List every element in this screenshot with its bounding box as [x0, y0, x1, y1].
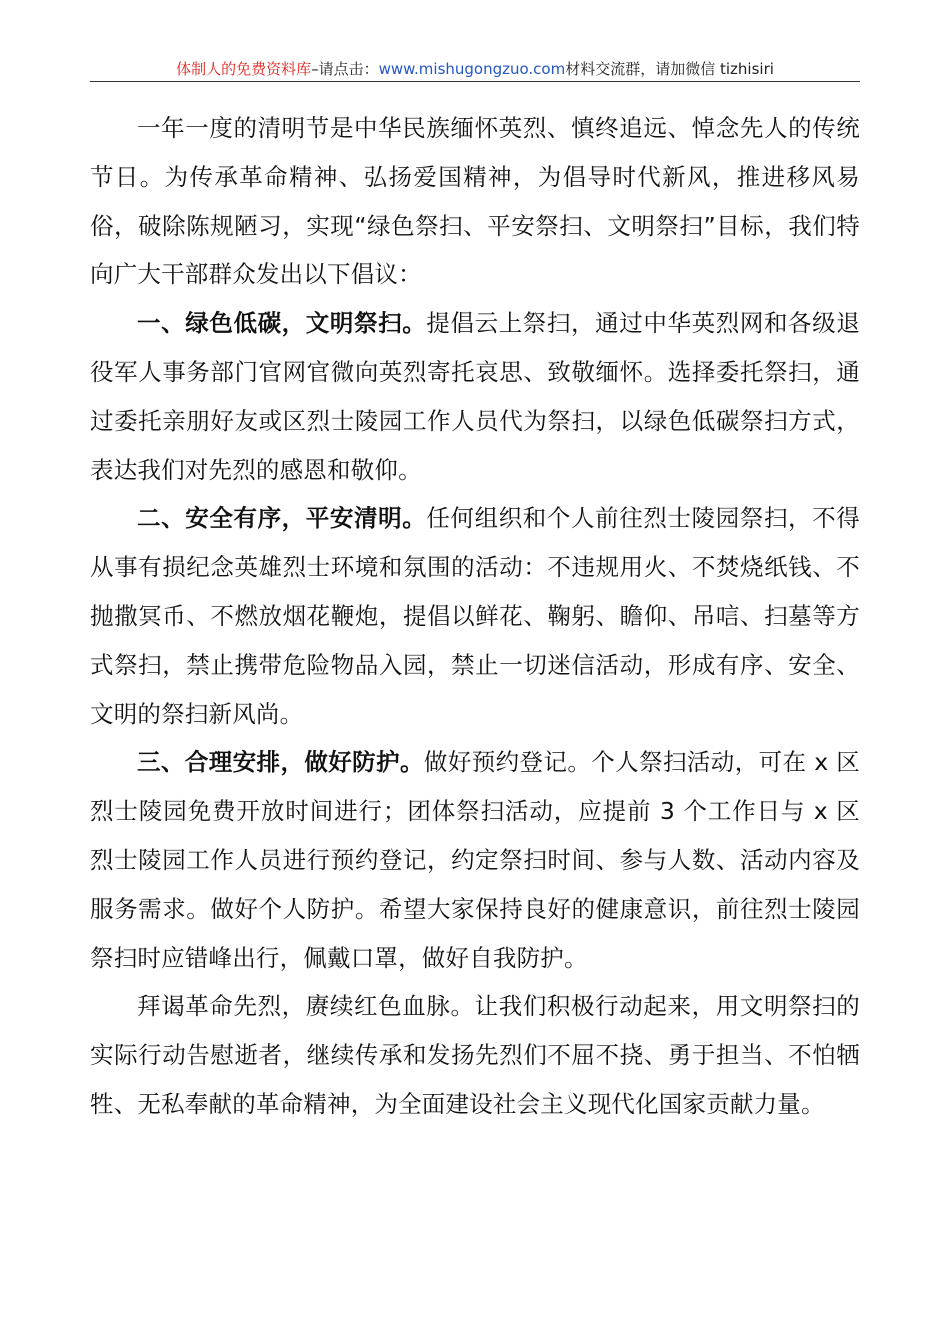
section-two-heading: 二、安全有序，平安清明。: [137, 504, 427, 533]
closing-body: 拜谒革命先烈，赓续红色血脉。让我们积极行动起来，用文明祭扫的实际行动告慰逝者，继续传承和发扬先烈们不屈不挠、勇于担当、不怕牺牲、无私奉献的革命精神，为全面建设社会主义现代化国家贡献力量。: [90, 992, 860, 1118]
section-three-heading: 三、合理安排，做好防护。: [137, 748, 424, 777]
section-two-body: 任何组织和个人前往烈士陵园祭扫，不得从事有损纪念英雄烈士环境和氛围的活动：不违规用火、不焚烧纸钱、不抛撒冥币、不燃放烟花鞭炮，提倡以鲜花、鞠躬、瞻仰、吊唁、扫墓等方式祭扫，禁止携带危险物品入园，禁止一切迷信活动，形成有序、安全、文明的祭扫新风尚。: [90, 504, 860, 728]
header-brand: 体制人的免费资料库: [176, 60, 312, 78]
section-one-paragraph: [90, 299, 860, 494]
closing-paragraph: [90, 982, 860, 1128]
header-link[interactable]: www.mishugongzuo.com: [378, 60, 566, 78]
header-contact: 材料交流群，请加微信 tizhisiri: [565, 60, 774, 78]
document-body: [90, 104, 860, 1129]
intro-body: 一年一度的清明节是中华民族缅怀英烈、慎终追远、悼念先人的传统节日。为传承革命精神、弘扬爱国精神，为倡导时代新风，推进移风易俗，破除陈规陋习，实现“绿色祭扫、平安祭扫、文明祭扫”目标，我们特向广大干部群众发出以下倡议：: [90, 114, 860, 289]
intro-paragraph: [90, 104, 860, 299]
section-three-paragraph: [90, 738, 860, 982]
section-two-paragraph: [90, 494, 860, 738]
section-one-heading: 一、绿色低碳，文明祭扫。: [137, 309, 427, 338]
section-three-body: 做好预约登记。个人祭扫活动，可在 x 区烈士陵园免费开放时间进行；团体祭扫活动，应提前 3 个工作日与 x 区烈士陵园工作人员进行预约登记，约定祭扫时间、参与人数、活动内容及服务需求。做好个人防护。希望大家保持良好的健康意识，前往烈士陵园祭扫时应错峰出行，佩戴口罩，做好自我防护。: [90, 748, 860, 972]
header-divider: [90, 81, 860, 82]
section-one-body: 提倡云上祭扫，通过中华英烈网和各级退役军人事务部门官网官微向英烈寄托哀思、致敬缅怀。选择委托祭扫，通过委托亲朋好友或区烈士陵园工作人员代为祭扫，以绿色低碳祭扫方式，表达我们对先烈的感恩和敬仰。: [90, 309, 860, 484]
page-header: [90, 58, 860, 80]
header-prompt: –请点击：: [311, 60, 379, 78]
